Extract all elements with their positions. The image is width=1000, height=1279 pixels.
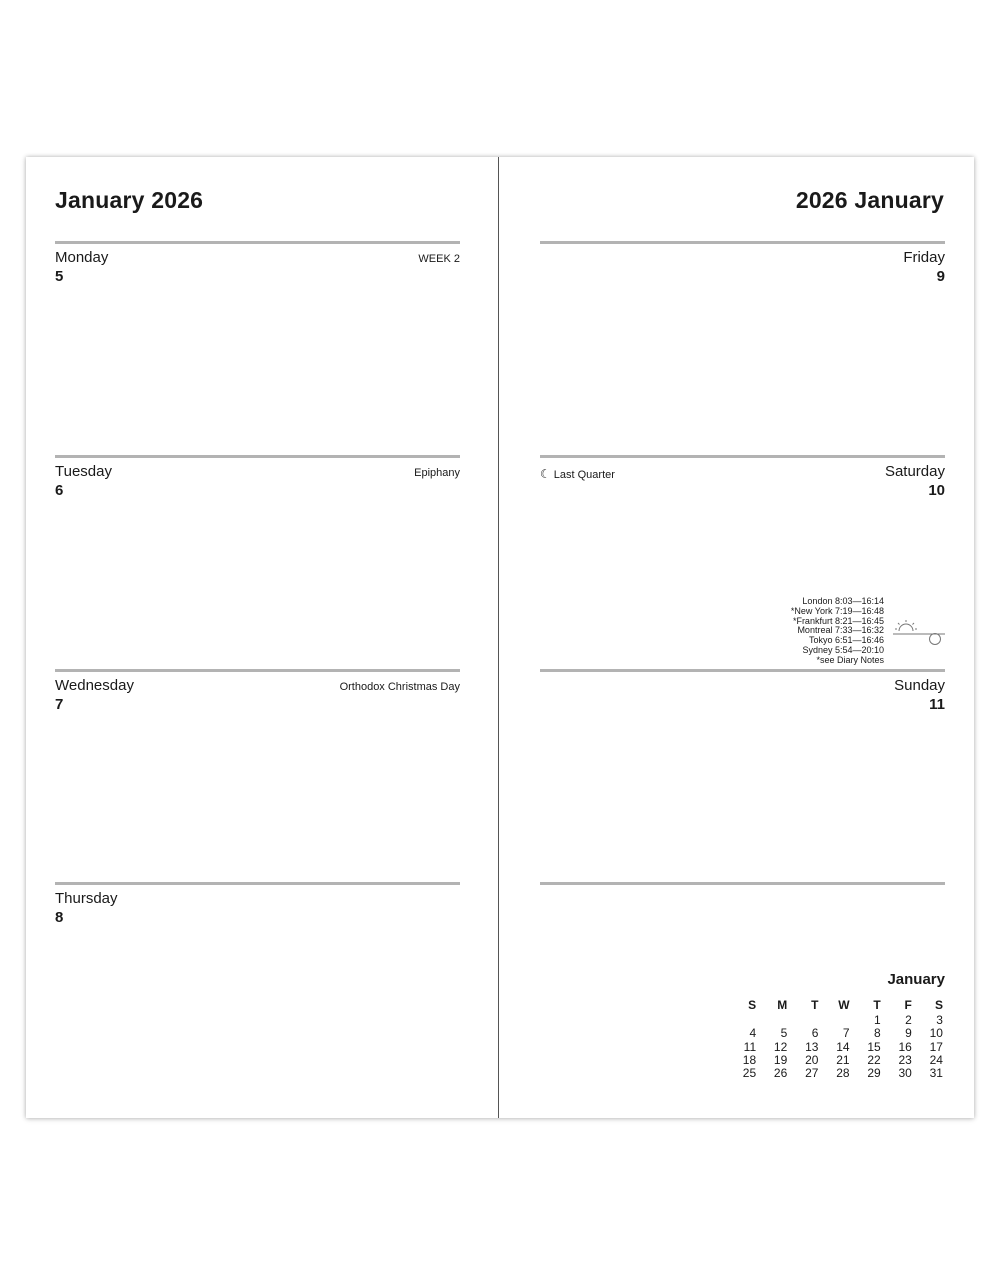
day-number: 7 — [55, 696, 64, 713]
mini-calendar-date[interactable]: 30 — [898, 1066, 912, 1081]
day-name: Tuesday — [55, 463, 112, 480]
right-page-title: 2026 January — [795, 187, 944, 213]
day-saturday[interactable] — [540, 455, 945, 499]
mini-calendar-date[interactable]: 28 — [836, 1066, 850, 1081]
day-friday[interactable] — [540, 241, 945, 285]
mini-calendar-date[interactable]: 25 — [742, 1066, 757, 1081]
day-number: 5 — [55, 268, 64, 285]
sun-time-new-york: *New York 7:19—16:48 — [790, 605, 884, 616]
mini-calendar-date[interactable]: 9 — [905, 1026, 912, 1041]
sun-time-frankfurt: *Frankfurt 8:21—16:45 — [792, 615, 884, 626]
last-quarter-moon-icon: ☾ — [540, 467, 551, 481]
day-monday[interactable] — [55, 241, 460, 285]
day-rule — [540, 669, 945, 672]
mini-calendar-weekday: M — [777, 998, 788, 1012]
mini-calendar-date[interactable]: 18 — [742, 1052, 757, 1067]
sunrise-sunset-icon — [893, 617, 945, 649]
day-number: 6 — [55, 482, 64, 499]
mini-calendar-month: January — [887, 971, 945, 988]
mini-calendar-weekday: F — [904, 998, 912, 1012]
mini-calendar-date[interactable]: 23 — [898, 1052, 912, 1067]
day-rule — [540, 882, 945, 885]
mini-calendar-date[interactable]: 15 — [867, 1039, 881, 1054]
mini-calendar-date[interactable]: 27 — [805, 1066, 819, 1081]
week-label: WEEK 2 — [418, 253, 460, 265]
day-rule — [540, 455, 945, 458]
mini-calendar-date[interactable]: 16 — [898, 1039, 912, 1054]
moon-phase-note — [540, 467, 615, 481]
mini-calendar-date[interactable]: 2 — [905, 1013, 912, 1028]
day-rule — [55, 241, 460, 244]
day-name: Friday — [903, 249, 945, 266]
mini-calendar-weekday: T — [873, 998, 881, 1012]
mini-calendar-date[interactable]: 29 — [867, 1066, 881, 1081]
day-rule — [55, 669, 460, 672]
day-tuesday[interactable] — [55, 455, 460, 499]
mini-calendar-grid — [727, 999, 945, 1080]
sun-time-footnote: *see Diary Notes — [816, 654, 884, 665]
mini-calendar-date[interactable]: 3 — [936, 1013, 943, 1028]
day-name: Monday — [55, 249, 109, 266]
mini-calendar-date[interactable]: 31 — [929, 1066, 943, 1081]
mini-calendar-date[interactable]: 11 — [743, 1039, 757, 1054]
mini-calendar-date[interactable]: 12 — [773, 1039, 788, 1054]
mini-calendar-date[interactable]: 21 — [836, 1052, 850, 1067]
page-gutter — [498, 157, 499, 1118]
mini-calendar-date[interactable]: 4 — [749, 1026, 757, 1041]
day-name: Thursday — [55, 890, 118, 907]
day-sunday[interactable] — [540, 669, 945, 713]
day-rule — [540, 241, 945, 244]
holiday-note: Orthodox Christmas Day — [339, 681, 460, 693]
mini-calendar-date[interactable]: 20 — [805, 1052, 819, 1067]
day-name: Sunday — [894, 677, 945, 694]
day-name: Saturday — [884, 463, 945, 480]
day-wednesday[interactable] — [55, 669, 460, 713]
mini-calendar-date[interactable]: 22 — [867, 1052, 881, 1067]
mini-calendar-weekday: W — [838, 998, 850, 1012]
day-rule — [55, 455, 460, 458]
mini-calendar-date[interactable]: 8 — [874, 1026, 881, 1041]
day-number: 9 — [936, 268, 945, 285]
mini-calendar — [727, 971, 945, 1080]
sun-time-montreal: Montreal 7:33—16:32 — [797, 625, 884, 636]
mini-calendar-date[interactable]: 5 — [780, 1026, 788, 1041]
mini-calendar-date[interactable]: 17 — [929, 1039, 943, 1054]
day-number: 8 — [55, 909, 64, 926]
day-name: Wednesday — [55, 677, 134, 694]
mini-calendar-date[interactable]: 24 — [929, 1052, 943, 1067]
mini-calendar-date[interactable]: 6 — [811, 1026, 819, 1041]
sun-time-london: London 8:03—16:14 — [802, 596, 884, 606]
mini-calendar-date[interactable]: 1 — [874, 1013, 881, 1028]
sun-times-list — [791, 597, 884, 666]
mini-calendar-weekday: S — [748, 998, 757, 1012]
mini-calendar-date[interactable]: 26 — [773, 1066, 788, 1081]
sun-time-sydney: Sydney 5:54—20:10 — [802, 644, 884, 655]
mini-calendar-date[interactable]: 10 — [929, 1026, 943, 1041]
mini-calendar-date[interactable]: 13 — [805, 1039, 819, 1054]
mini-calendar-date[interactable]: 7 — [842, 1026, 850, 1041]
day-rule — [55, 882, 460, 885]
left-page-title: January 2026 — [55, 187, 204, 213]
mini-calendar-weekday: S — [934, 998, 943, 1012]
day-number: 10 — [928, 482, 945, 499]
mini-calendar-date[interactable]: 14 — [836, 1039, 850, 1054]
mini-calendar-date[interactable]: 19 — [773, 1052, 788, 1067]
moon-phase-label: Last Quarter — [553, 469, 615, 481]
mini-calendar-weekday: T — [811, 998, 819, 1012]
day-thursday[interactable] — [55, 882, 460, 926]
holiday-note: Epiphany — [414, 467, 460, 479]
notes-rule — [540, 882, 945, 885]
day-number: 11 — [929, 696, 945, 713]
sun-time-tokyo: Tokyo 6:51—16:46 — [808, 635, 884, 646]
